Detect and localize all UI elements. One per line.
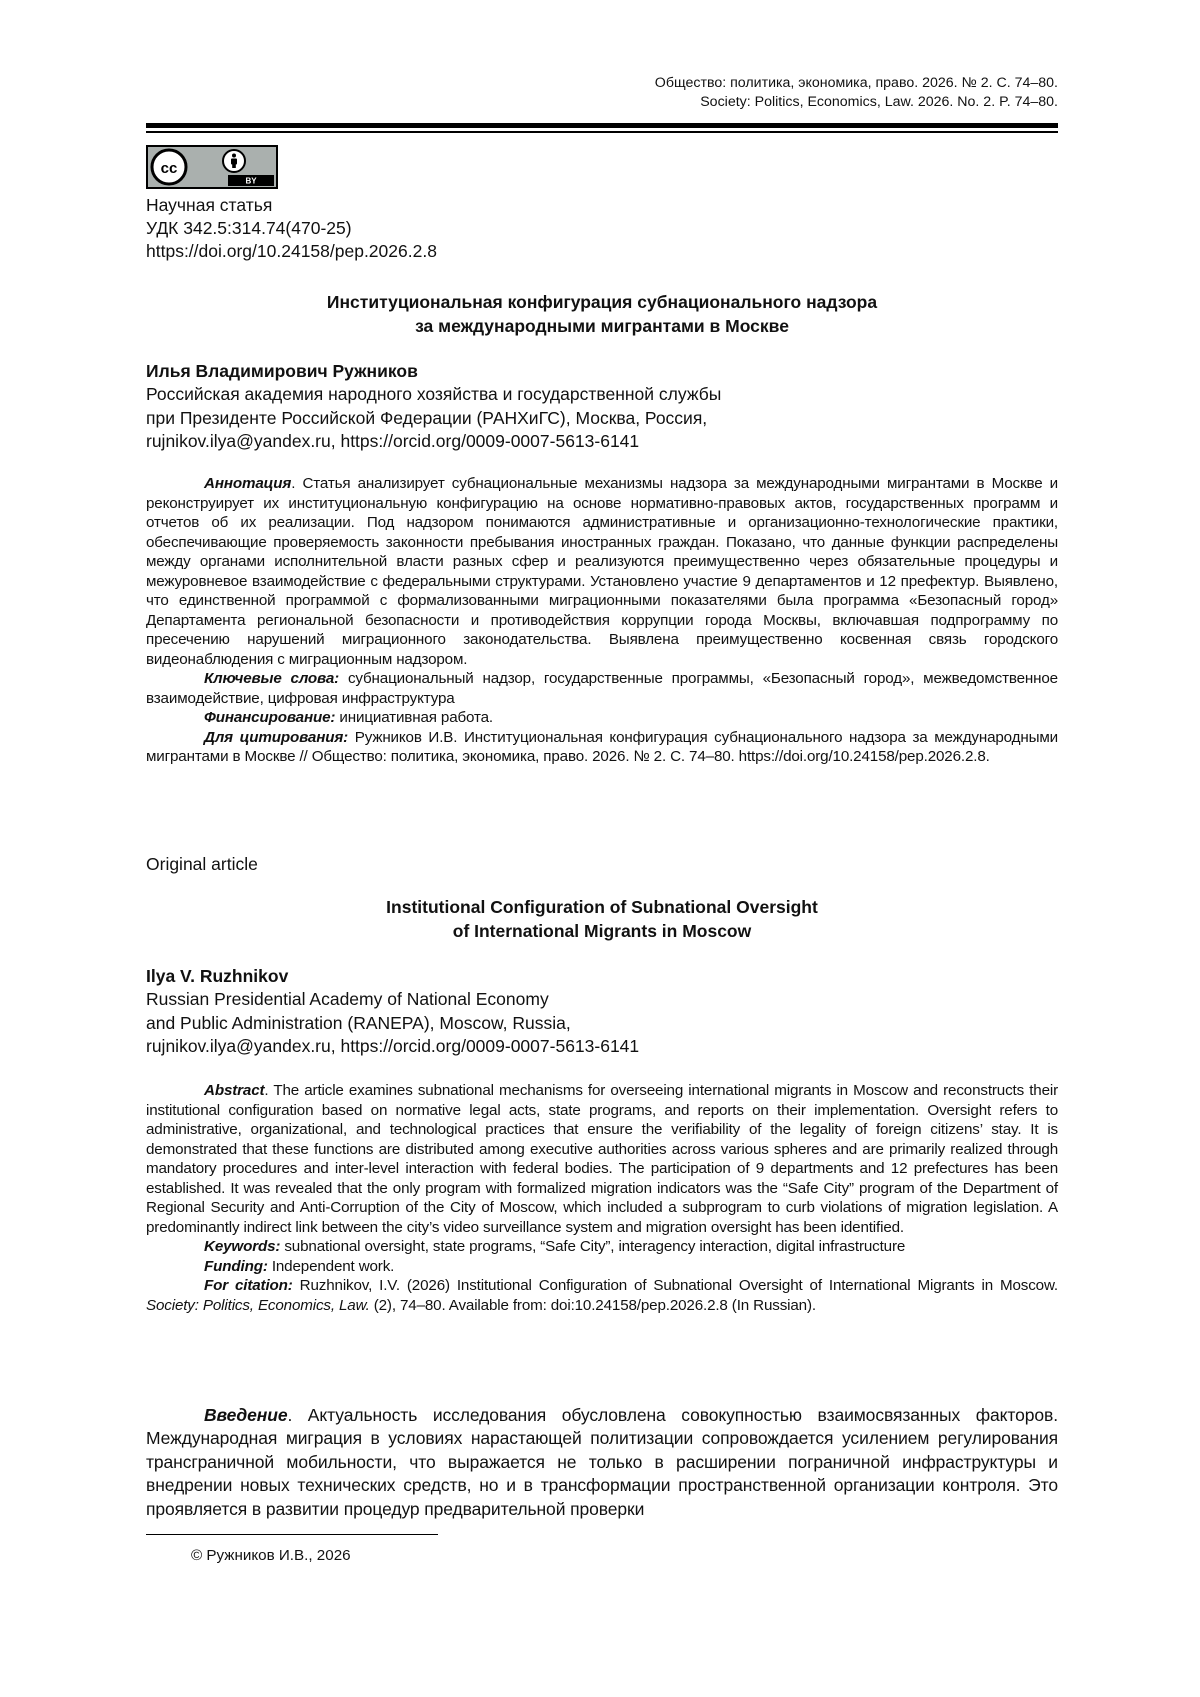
doi-link[interactable]: https://doi.org/10.24158/pep.2026.2.8 xyxy=(146,241,437,261)
abstract-ru xyxy=(146,474,1058,669)
citation-ru-text: Ружников И.В. Институциональная конфигурация субнационального надзора за международными мигрантами в Москве // Общество: политика, экономика, право. 2026. № 2. С. 74–80. https://doi.org/10.24158/pep.2026.2.8. xyxy=(146,728,1058,765)
footnote-rule xyxy=(146,1534,438,1535)
affiliation-en-line-2: and Public Administration (RANEPA), Moscow, Russia, xyxy=(146,1012,571,1033)
affiliation-ru-line-2: при Президенте Российской Федерации (РАНХиГС), Москва, Россия, xyxy=(146,407,708,428)
affiliation-ru-line-1: Российская академия народного хозяйства и государственной службы xyxy=(146,384,722,405)
author-name-en: Ilya V. Ruzhnikov xyxy=(146,966,289,986)
citation-ru-label: Для цитирования: xyxy=(204,728,349,746)
article-type-en: Original article xyxy=(146,854,258,874)
article-type-ru: Научная статья xyxy=(146,195,273,215)
keywords-ru-label: Ключевые слова: xyxy=(204,670,340,687)
title-en-line-2: of International Migrants in Moscow xyxy=(452,921,752,941)
abstract-ru-section xyxy=(146,474,1058,767)
citation-en-label: For citation: xyxy=(204,1277,293,1294)
article-title-ru xyxy=(146,290,1058,338)
creative-commons-icon xyxy=(152,150,186,184)
article-title-en xyxy=(146,895,1058,943)
keywords-ru-text: субнациональный надзор, государственные программы, «Безопасный город», межведомственное взаимодействие, цифровая инфраструктура xyxy=(146,670,1058,707)
header-rule-thick xyxy=(146,123,1058,128)
abstract-en-label: Abstract xyxy=(204,1082,265,1099)
keywords-en-label: Keywords: xyxy=(204,1238,281,1255)
abstract-en-section xyxy=(146,1081,1058,1315)
author-contact-en[interactable]: rujnikov.ilya@yandex.ru, https://orcid.org/0009-0007-5613-6141 xyxy=(146,1035,640,1056)
funding-ru xyxy=(146,708,1058,728)
title-ru-line-1: Институциональная конфигурация субнационального надзора xyxy=(326,292,878,312)
introduction-text: . Актуальность исследования обусловлена совокупностью взаимосвязанных факторов. Международная миграция в условиях нарастающей политизации сопровождается усилением регулирования трансграничной мобильности, что выражается не только в расширении пограничной инфраструктуры и внедрении новых технических средств, но и в трансформации пространственной организации контроля. Это проявляется в развитии процедур предварительной проверки xyxy=(146,1405,1058,1519)
cc-by-license-badge xyxy=(146,145,278,189)
author-contact-ru[interactable]: rujnikov.ilya@yandex.ru, https://orcid.org/0009-0007-5613-6141 xyxy=(146,430,640,451)
by-label: BY xyxy=(245,176,257,186)
keywords-en-text: subnational oversight, state programs, “Safe City”, interagency interaction, digital infrastructure xyxy=(280,1238,906,1255)
citation-en-text-1: Ruzhnikov, I.V. (2026) Institutional Configuration of Subnational Oversight of International Migrants in Moscow. xyxy=(292,1277,1058,1294)
keywords-ru xyxy=(146,669,1058,708)
funding-ru-text: инициативная работа. xyxy=(335,709,494,726)
citation-ru xyxy=(146,728,1058,767)
running-head xyxy=(655,74,1058,112)
citation-en-text-2: (2), 74–80. Available from: doi:10.24158/pep.2026.2.8 (In Russian). xyxy=(369,1296,816,1314)
journal-citation-en: Society: Politics, Economics, Law. 2026. No. 2. P. 74–80. xyxy=(700,94,1058,110)
funding-ru-label: Финансирование: xyxy=(204,709,336,726)
citation-en-journal: Society: Politics, Economics, Law. xyxy=(146,1296,370,1314)
funding-en-label: Funding: xyxy=(204,1257,268,1275)
abstract-ru-text: . Статья анализирует субнациональные механизмы надзора за международными мигрантами в Москве и реконструирует их институциональную конфигурацию на основе нормативно-правовых актов, государственных программ и отчетов об их реализации. Под надзором понимаются административные и организационно-технологические практики, обеспечивающие проверяемость законности пребывания иностранных граждан. Показано, что данные функции распределены между органами исполнительной власти разных сфер и реализуются преимущественно через обязательные процедуры и межуровневое взаимодействие с федеральными структурами. Установлено участие 9 департаментов и 12 префектур. Выявлено, что единственной программой с формализованными миграционными показателями была программа «Безопасный город» Департамента региональной безопасности и противодействия коррупции города Москвы, включавшая подпрограмму по пресечению нарушений миграционного законодательства. Выявлена преимущественно косвенная связь городского видеонаблюдения с миграционным надзором. xyxy=(146,475,1058,668)
affiliation-en-line-1: Russian Presidential Academy of National Economy xyxy=(146,989,549,1010)
author-block-en xyxy=(146,965,639,1058)
author-name-ru: Илья Владимирович Ружников xyxy=(146,361,418,381)
abstract-en-text: . The article examines subnational mechanisms for overseeing international migrants in Moscow and reconstructs their institutional configuration based on normative legal acts, state programs, and reports on their implementation. Oversight refers to administrative, organizational, and technological practices that ensure the verifiability of the legality of foreign citizens’ stay. It is demonstrated that these functions are distributed among executive authorities across various spheres and are primarily realized through mandatory procedures and inter-level interaction with federal bodies. The participation of 9 departments and 12 prefectures has been established. It was revealed that the only program with formalized migration indicators was the “Safe City” program of the Department of Regional Security and Anti-Corruption of the City of Moscow, which included a subprogram to curb violations of migration legislation. A predominantly indirect link between the city’s video surveillance system and migration oversight has been identified. xyxy=(146,1082,1058,1236)
journal-citation-ru: Общество: политика, экономика, право. 2026. № 2. С. 74–80. xyxy=(654,75,1058,91)
cc-label: cc xyxy=(160,160,178,177)
article-meta xyxy=(146,194,437,263)
copyright-footnote: © Ружников И.В., 2026 xyxy=(191,1547,351,1564)
udc-code: УДК 342.5:314.74(470-25) xyxy=(146,218,352,238)
author-block-ru xyxy=(146,360,721,453)
funding-en xyxy=(146,1257,1058,1277)
introduction-label: Введение xyxy=(204,1405,288,1425)
keywords-en xyxy=(146,1237,1058,1257)
introduction-paragraph xyxy=(146,1404,1058,1521)
header-rule-thin xyxy=(146,131,1058,133)
citation-en xyxy=(146,1276,1058,1315)
abstract-en xyxy=(146,1081,1058,1237)
abstract-ru-label: Аннотация xyxy=(204,475,292,492)
title-en-line-1: Institutional Configuration of Subnational Oversight xyxy=(386,897,818,917)
attribution-person-icon xyxy=(223,150,245,172)
title-ru-line-2: за международными мигрантами в Москве xyxy=(415,316,789,336)
funding-en-text: Independent work. xyxy=(267,1257,395,1275)
